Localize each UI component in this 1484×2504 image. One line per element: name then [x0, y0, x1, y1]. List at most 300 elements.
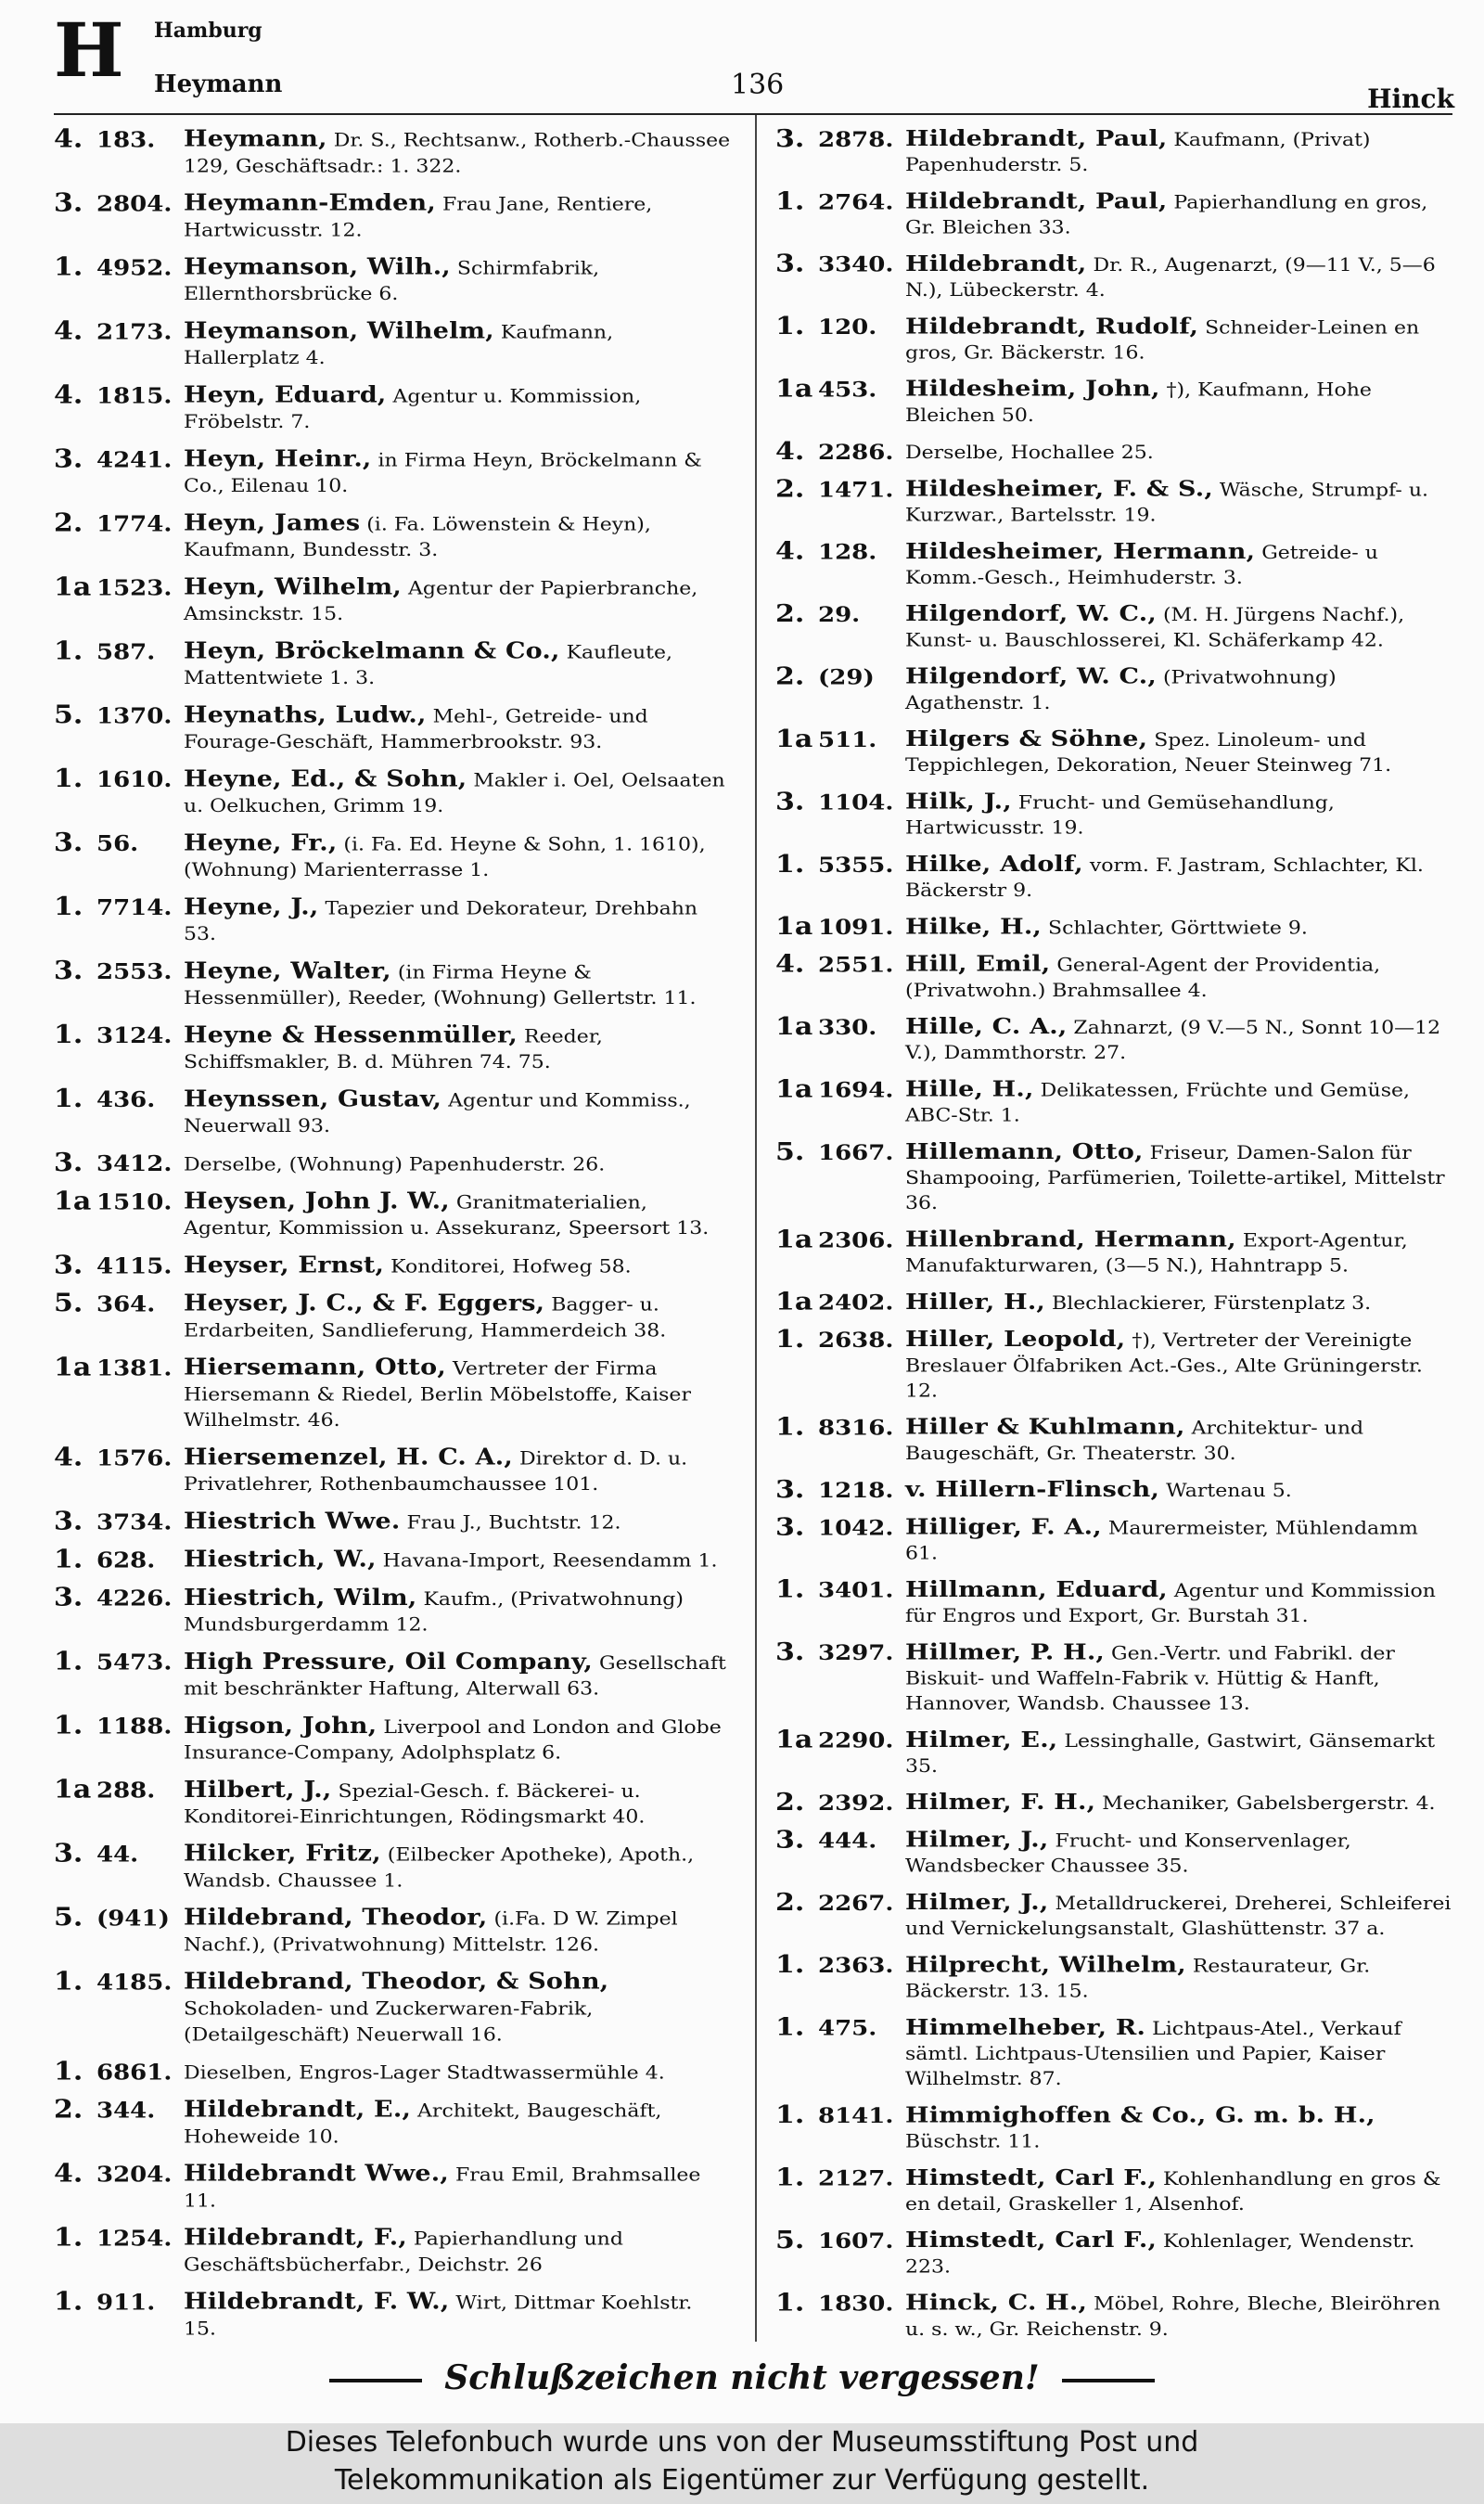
subscriber-name: Himstedt, Carl F., [905, 2228, 1158, 2254]
subscriber-detail: Dr. S., Rechtsanw., Rotherb.-Chaussee 129, Geschäftsadr.: 1. 322. [184, 130, 731, 177]
exchange-section: 4. [54, 380, 83, 410]
subscriber-name: v. Hillern-Flinsch, [905, 1477, 1160, 1503]
entry-text [905, 251, 1452, 303]
directory-entry [775, 1825, 1452, 1880]
subscriber-name: Hildebrandt, Paul, [905, 188, 1168, 214]
entry-text [184, 1969, 731, 2048]
exchange-section: 1. [54, 1545, 83, 1574]
phone-number: 2392. [818, 1791, 894, 1817]
exchange-section: 1a [775, 374, 813, 404]
exchange-section: 3. [54, 828, 83, 858]
subscriber-name: Hildebrandt, E., [184, 2097, 412, 2123]
footer-reminder [0, 2358, 1484, 2397]
exchange-section: 4. [54, 2159, 83, 2189]
header-next-name: Hinck [1367, 83, 1454, 114]
subscriber-detail: Frau Emil, Brahmsallee 11. [184, 2164, 701, 2212]
phone-number: 2878. [818, 127, 894, 153]
subscriber-name: Hill, Emil, [905, 951, 1051, 977]
exchange-section: 3. [54, 1583, 83, 1612]
entry-text [184, 1188, 731, 1241]
phone-number: 3734. [96, 1509, 173, 1535]
subscriber-detail: Kaufm., (Privatwohnung) Mundsburgerdamm 12. [184, 1588, 684, 1636]
exchange-section: 1. [54, 1967, 83, 1997]
entry-text [905, 1952, 1452, 2004]
subscriber-detail: Zahnarzt, (9 V.—5 N., Sonnt 10—12 V.), Dammthorstr. 27. [905, 1018, 1441, 1064]
directory-entry [775, 661, 1452, 716]
subscriber-detail: Kohlenlager, Wendenstr. 223. [905, 2231, 1415, 2278]
entry-text [184, 1547, 731, 1574]
directory-entry [54, 638, 731, 691]
exchange-section: 1. [775, 312, 805, 341]
entry-text [184, 190, 731, 243]
subscriber-name: Himstedt, Carl F., [905, 2164, 1158, 2190]
subscriber-detail: Export-Agentur, Manufakturwaren, (3—5 N.), Hahntrapp 5. [905, 1230, 1408, 1277]
phone-number: 364. [96, 1291, 156, 1317]
phone-number: 3340. [818, 252, 894, 277]
phone-number: 128. [818, 540, 877, 565]
directory-entry [775, 314, 1452, 366]
section-letter: H [54, 6, 124, 94]
subscriber-name: Heynssen, Gustav, [184, 1085, 442, 1112]
subscriber-name: Hilcker, Fritz, [184, 1841, 381, 1868]
subscriber-detail: Schirmfabrik, Ellernthorsbrücke 6. [184, 258, 600, 305]
entry-text [184, 254, 731, 307]
subscriber-detail: (i. Fa. Löwenstein & Heyn), Kaufmann, Bundesstr. 3. [184, 514, 651, 561]
phone-number: 3297. [818, 1640, 894, 1666]
subscriber-name: Heyne, Walter, [184, 957, 391, 984]
exchange-section: 2. [775, 474, 805, 504]
subscriber-detail: Schlachter, Görttwiete 9. [1042, 918, 1308, 939]
directory-entry [54, 190, 731, 243]
exchange-section: 1a [775, 1012, 813, 1041]
exchange-section: 5. [775, 1137, 805, 1166]
phone-number: 2402. [818, 1291, 894, 1316]
entry-text [184, 1585, 731, 1637]
subscriber-detail: Makler i. Oel, Oelsaaten u. Oelkuchen, Grimm 19. [184, 770, 725, 817]
directory-entry [54, 2161, 731, 2214]
subscriber-detail: Frau Jane, Rentiere, Hartwicusstr. 12. [184, 194, 653, 241]
subscriber-detail: Dr. R., Augenarzt, (9—11 V., 5—6 N.), Lübeckerstr. 4. [905, 255, 1436, 302]
subscriber-name: Heyn, James [184, 509, 361, 536]
entry-text [184, 1086, 731, 1139]
directory-entry [54, 1188, 731, 1241]
entry-text [905, 539, 1452, 591]
phone-number: (941) [96, 1907, 170, 1932]
exchange-section: 4. [54, 124, 83, 154]
directory-entry [775, 1790, 1452, 1817]
directory-entry [775, 1514, 1452, 1566]
entry-text [184, 2289, 731, 2342]
directory-entry [54, 318, 731, 371]
notice-line-1: Dieses Telefonbuch wurde uns von der Museumsstiftung Post und [285, 2426, 1199, 2459]
subscriber-name: Heyne, J., [184, 893, 319, 920]
phone-number: 1815. [96, 383, 173, 409]
directory-entry [54, 1841, 731, 1894]
subscriber-detail: Wartenau 5. [1159, 1481, 1292, 1502]
subscriber-name: Heymann, [184, 126, 327, 152]
subscriber-detail: Granitmaterialien, Agentur, Kommission u. Assekuranz, Speersort 13. [184, 1192, 710, 1239]
entry-text [184, 318, 731, 371]
subscriber-detail: Kohlenhandlung en gros & en detail, Graskeller 1, Alsenhof. [905, 2169, 1441, 2215]
phone-number: 2363. [818, 1954, 894, 1979]
phone-number: 911. [96, 2290, 156, 2316]
phone-number: 436. [96, 1087, 156, 1113]
entry-text [184, 510, 731, 563]
subscriber-detail: †), Kaufmann, Hohe Bleichen 50. [905, 380, 1372, 427]
directory-entry [54, 1905, 731, 1958]
subscriber-name: Heyn, Bröckelmann & Co., [184, 637, 560, 664]
subscriber-detail: (M. H. Jürgens Nachf.), Kunst- u. Bauschlosserei, Kl. Schäferkamp 42. [905, 605, 1405, 651]
phone-number: 1830. [818, 2292, 894, 2317]
subscriber-name: Heynaths, Ludw., [184, 701, 427, 728]
subscriber-name: Hiller & Kuhlmann, [905, 1414, 1185, 1440]
directory-entry [775, 2102, 1452, 2154]
exchange-section: 5. [54, 1289, 83, 1318]
directory-entry [54, 1022, 731, 1075]
entry-text [184, 2059, 731, 2087]
entry-text [184, 638, 731, 691]
subscriber-name: Heyn, Wilhelm, [184, 573, 403, 600]
directory-entry [54, 1969, 731, 2048]
subscriber-name: Hilbert, J., [184, 1777, 332, 1804]
subscriber-name: Heysen, John J. W., [184, 1188, 450, 1214]
subscriber-name: Heyser, J. C., & F. Eggers, [184, 1291, 545, 1316]
subscriber-detail: Havana-Import, Reesendamm 1. [376, 1550, 718, 1572]
phone-number: 2553. [96, 959, 173, 985]
subscriber-name: Higson, John, [184, 1713, 377, 1740]
subscriber-name: Heyn, Heinr., [184, 445, 372, 472]
entry-text [905, 2291, 1452, 2343]
exchange-section: 2. [775, 1888, 805, 1917]
subscriber-detail: (Privatwohnung) Agathenstr. 1. [905, 668, 1337, 714]
entry-text [905, 726, 1452, 778]
subscriber-name: Hildebrandt Wwe., [184, 2161, 450, 2187]
directory-entry [775, 1412, 1452, 1467]
subscriber-name: Himmighoffen & Co., G. m. b. H., [905, 2102, 1375, 2128]
directory-entry [775, 1139, 1452, 1216]
directory-entry [54, 1086, 731, 1139]
directory-entry [775, 852, 1452, 904]
subscriber-detail: Konditorei, Hofweg 58. [384, 1256, 632, 1278]
entry-text [184, 1445, 731, 1497]
exchange-section: 1a [775, 1726, 813, 1754]
entry-text [905, 1290, 1452, 1316]
subscriber-name: Heymanson, Wilh., [184, 253, 451, 280]
directory-entry [775, 126, 1452, 178]
subscriber-detail: Kaufmann, Hallerplatz 4. [184, 322, 614, 369]
subscriber-detail: Kaufmann, (Privat) Papenhuderstr. 5. [905, 130, 1371, 176]
exchange-section: 3. [54, 188, 83, 218]
subscriber-detail: Agentur u. Kommission, Fröbelstr. 7. [184, 386, 642, 433]
subscriber-name: Heymanson, Wilhelm, [184, 317, 494, 344]
phone-number: 4185. [96, 1971, 173, 1996]
directory-entry [54, 1713, 731, 1766]
exchange-section: 1. [775, 1950, 805, 1980]
directory-entry [775, 1226, 1452, 1278]
header-range-from: Hamburg [154, 19, 262, 43]
footer-dash-left [329, 2379, 422, 2382]
directory-entry [54, 1649, 731, 1701]
directory-entry [54, 1585, 731, 1637]
directory-entry [54, 1291, 731, 1343]
directory-entry [775, 1639, 1452, 1716]
subscriber-name: Hilke, H., [905, 914, 1043, 940]
phone-number: 2764. [818, 190, 894, 215]
exchange-section: 5. [54, 700, 83, 730]
phone-number: 3204. [96, 2162, 173, 2188]
subscriber-name: Hildebrand, Theodor, & Sohn, [184, 1969, 609, 1995]
subscriber-name: Hilprecht, Wilhelm, [905, 1952, 1186, 1978]
entry-text [184, 958, 731, 1011]
phone-number: 1510. [96, 1189, 173, 1215]
entry-text [905, 1828, 1452, 1880]
phone-number: 1523. [96, 575, 173, 601]
subscriber-detail: Mechaniker, Gabelsbergerstr. 4. [1095, 1793, 1436, 1815]
subscriber-detail: General-Agent der Providentia, (Privatwohn.) Brahmsallee 4. [905, 955, 1381, 1002]
directory-entry [775, 439, 1452, 466]
entry-text [905, 1226, 1452, 1278]
entry-text [905, 852, 1452, 904]
subscriber-name: Hillemann, Otto, [905, 1138, 1144, 1165]
left-column [54, 126, 731, 2353]
directory-entry [54, 1252, 731, 1280]
subscriber-detail: Lessinghalle, Gastwirt, Gänsemarkt 35. [905, 1731, 1436, 1778]
phone-number: 3401. [818, 1578, 894, 1603]
subscriber-name: Heyn, Eduard, [184, 381, 387, 408]
exchange-section: 2. [54, 2095, 83, 2125]
exchange-section: 5. [775, 2226, 805, 2255]
exchange-section: 1. [775, 2164, 805, 2192]
directory-entry [54, 574, 731, 627]
directory-entry [775, 1327, 1452, 1404]
exchange-section: 1a [54, 1775, 92, 1804]
subscriber-name: Hille, H., [905, 1076, 1034, 1102]
subscriber-detail: Gesellschaft mit beschränkter Haftung, Alterwall 63. [184, 1652, 726, 1700]
directory-entry [775, 1727, 1452, 1779]
entry-text [905, 914, 1452, 941]
entry-text [905, 1139, 1452, 1216]
directory-entry [54, 2225, 731, 2278]
exchange-section: 1. [54, 2287, 83, 2317]
exchange-section: 2. [775, 661, 805, 691]
exchange-section: 4. [775, 437, 805, 467]
subscriber-detail: Liverpool and London and Globe Insurance-Company, Adolphsplatz 6. [184, 1716, 722, 1764]
entry-text [905, 2015, 1452, 2092]
phone-number: 3124. [96, 1023, 173, 1049]
phone-number: 29. [818, 602, 861, 628]
entry-text [905, 1790, 1452, 1817]
subscriber-name: Heyne, Fr., [184, 829, 338, 856]
directory-entry [54, 1150, 731, 1178]
exchange-section: 1. [54, 252, 83, 282]
phone-number: 2551. [818, 953, 894, 978]
phone-number: 4226. [96, 1586, 173, 1612]
entry-text [184, 1713, 731, 1766]
exchange-section: 3. [54, 1251, 83, 1280]
phone-number: 7714. [96, 895, 173, 921]
phone-number: 330. [818, 1015, 877, 1041]
subscriber-detail: (in Firma Heyne & Hessenmüller), Reeder, (Wohnung) Gellertstr. 11. [184, 962, 697, 1009]
subscriber-detail: Direktor d. D. u. Privatlehrer, Rothenbaumchaussee 101. [184, 1448, 688, 1496]
subscriber-name: Heymann-Emden, [184, 189, 436, 216]
directory-entry [54, 2289, 731, 2342]
directory-entry [775, 1952, 1452, 2004]
subscriber-detail: Mehl-, Getreide- und Fourage-Geschäft, Hammerbrookstr. 93. [184, 706, 648, 753]
subscriber-name: Hilke, Adolf, [905, 851, 1083, 878]
entry-text [905, 601, 1452, 653]
subscriber-detail: vorm. F. Jastram, Schlachter, Kl. Bäckerstr 9. [905, 855, 1424, 902]
exchange-section: 3. [54, 1839, 83, 1868]
subscriber-name: Heyser, Ernst, [184, 1252, 385, 1278]
entry-text [905, 126, 1452, 178]
subscriber-detail: Maurermeister, Mühlendamm 61. [905, 1518, 1418, 1564]
directory-entry [54, 1777, 731, 1830]
entry-text [184, 1905, 731, 1958]
subscriber-name: Hiestrich, Wilm, [184, 1585, 417, 1612]
entry-text [184, 830, 731, 883]
entry-text [905, 188, 1452, 240]
entry-text [905, 664, 1452, 716]
subscriber-name: Hilliger, F. A., [905, 1514, 1102, 1540]
subscriber-name: Hildebrandt, F. W., [184, 2289, 450, 2315]
subscriber-detail: Wirt, Dittmar Koehlstr. 15. [184, 2292, 693, 2340]
exchange-section: 5. [54, 1903, 83, 1933]
exchange-section: 3. [775, 1637, 805, 1667]
subscriber-detail: Schokoladen- und Zuckerwaren-Fabrik, (Detailgeschäft) Neuerwall 16. [184, 1998, 594, 2046]
entry-text [184, 126, 731, 179]
exchange-section: 1a [775, 912, 813, 942]
footer-reminder-text: Schlußzeichen nicht vergessen! [444, 2358, 1040, 2397]
phone-number: 288. [96, 1778, 156, 1804]
directory-entry [775, 1290, 1452, 1316]
directory-entry [54, 1509, 731, 1536]
directory-entry [775, 476, 1452, 528]
directory-entry [775, 251, 1452, 303]
subscriber-detail: in Firma Heyn, Bröckelmann & Co., Eilenau 10. [184, 450, 702, 497]
subscriber-detail: (i.Fa. D W. Zimpel Nachf.), (Privatwohnung) Mittelstr. 126. [184, 1908, 678, 1956]
entry-text [184, 1252, 731, 1280]
subscriber-detail: Restaurateur, Gr. Bäckerstr. 13. 15. [905, 1956, 1371, 2002]
subscriber-detail: Friseur, Damen-Salon für Shampooing, Parfümerien, Toilette-artikel, Mittelstr 36. [905, 1143, 1445, 1214]
exchange-section: 3. [54, 1507, 83, 1536]
entry-text [184, 2097, 731, 2150]
subscriber-name: Hillenbrand, Hermann, [905, 1226, 1236, 1252]
exchange-section: 3. [775, 250, 805, 278]
subscriber-name: Himmelheber, R. [905, 2014, 1146, 2040]
page-header [54, 6, 1454, 114]
subscriber-detail: Schneider-Leinen en gros, Gr. Bäckerstr. 16. [905, 317, 1420, 364]
directory-entry [54, 1445, 731, 1497]
exchange-section: 1a [775, 725, 813, 753]
directory-entry [775, 539, 1452, 591]
exchange-section: 4. [54, 1443, 83, 1472]
subscriber-detail: Frau J., Buchtstr. 12. [400, 1512, 621, 1534]
exchange-section: 2. [775, 599, 805, 629]
subscriber-name: Hilmer, J., [905, 1889, 1049, 1916]
subscriber-name: Hilk, J., [905, 789, 1012, 815]
phone-number: 3412. [96, 1151, 173, 1177]
entry-text [905, 789, 1452, 841]
subscriber-detail: Agentur der Papierbranche, Amsinckstr. 15. [184, 578, 698, 625]
directory-entry [775, 1076, 1452, 1128]
phone-number: 56. [96, 831, 139, 857]
phone-number: 628. [96, 1547, 156, 1573]
exchange-section: 1. [54, 1647, 83, 1676]
directory-entry [54, 894, 731, 947]
entry-text [905, 1327, 1452, 1404]
phone-number: 2290. [818, 1728, 894, 1753]
entry-text [905, 377, 1452, 429]
phone-number: 2638. [818, 1328, 894, 1354]
phone-number: 1774. [96, 511, 173, 537]
entry-text [905, 314, 1452, 366]
exchange-section: 1a [54, 1353, 92, 1382]
subscriber-detail: Metalldruckerei, Dreherei, Schleiferei und Vernickelungsanstalt, Glashüttenstr. 37 a. [905, 1894, 1452, 1940]
exchange-section: 1. [775, 850, 805, 879]
subscriber-detail: (Eilbecker Apotheke), Apoth., Wandsb. Chaussee 1. [184, 1844, 695, 1892]
exchange-section: 4. [54, 316, 83, 346]
footer-dash-right [1062, 2379, 1155, 2382]
directory-entry [775, 601, 1452, 653]
phone-number: 4241. [96, 447, 173, 473]
exchange-section: 3. [775, 787, 805, 816]
entry-text [905, 2228, 1452, 2279]
exchange-section: 3. [775, 1475, 805, 1505]
phone-number: 453. [818, 378, 877, 403]
subscriber-name: Hilgers & Söhne, [905, 726, 1148, 752]
exchange-section: 1. [54, 2223, 83, 2253]
subscriber-detail: Derselbe, (Wohnung) Papenhuderstr. 26. [184, 1154, 606, 1175]
phone-number: 2306. [818, 1228, 894, 1253]
phone-number: 1381. [96, 1355, 173, 1381]
phone-number: 5355. [818, 853, 894, 878]
entry-text [184, 1777, 731, 1830]
entry-text [905, 1577, 1452, 1629]
subscriber-detail: Vertreter der Firma Hiersemann & Riedel, Berlin Möbelstoffe, Kaiser Wilhelmstr. 46. [184, 1358, 691, 1432]
subscriber-detail: Lichtpaus-Atel., Verkauf sämtl. Lichtpaus-Utensilien und Papier, Kaiser Wilhelmstr. 87. [905, 2019, 1401, 2090]
entry-text [905, 2165, 1452, 2217]
subscriber-detail: Spez. Linoleum- und Teppichlegen, Dekoration, Neuer Steinweg 71. [905, 730, 1392, 777]
entry-text [184, 894, 731, 947]
phone-number: 1370. [96, 703, 173, 729]
subscriber-detail: Dieselben, Engros-Lager Stadtwassermühle 4. [184, 2062, 665, 2084]
directory-entry [775, 914, 1452, 941]
directory-entry [775, 1577, 1452, 1629]
directory-entry [775, 2165, 1452, 2217]
subscriber-detail: Architektur- und Baugeschäft, Gr. Theaterstr. 30. [905, 1419, 1364, 1465]
subscriber-name: Hildebrand, Theodor, [184, 1905, 488, 1931]
subscriber-name: Hille, C. A., [905, 1014, 1068, 1040]
subscriber-name: Hillmann, Eduard, [905, 1576, 1168, 1602]
phone-number: 8316. [818, 1416, 894, 1441]
entry-text [905, 476, 1452, 528]
phone-number: 1610. [96, 767, 173, 793]
phone-number: 344. [96, 2098, 156, 2124]
exchange-section: 1. [775, 2013, 805, 2042]
subscriber-name: Hildebrandt, Rudolf, [905, 314, 1199, 340]
entry-text [184, 1022, 731, 1075]
entry-text [184, 1841, 731, 1894]
exchange-section: 4. [775, 537, 805, 566]
subscriber-name: Hilmer, F. H., [905, 1790, 1096, 1816]
directory-entry [54, 382, 731, 435]
entry-text [905, 1014, 1452, 1066]
exchange-section: 1a [54, 572, 92, 602]
directory-entry [775, 2228, 1452, 2279]
directory-entry [775, 1014, 1452, 1066]
phone-number: 1104. [818, 790, 894, 815]
phone-number: 1607. [818, 2228, 894, 2254]
